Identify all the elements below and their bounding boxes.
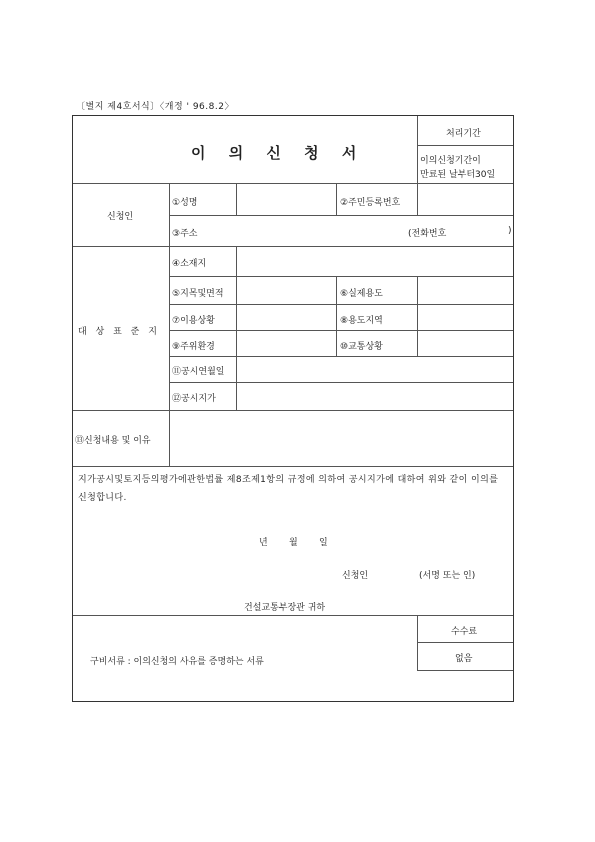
date-year: 년	[259, 538, 268, 548]
zoning-label: ⑧용도지역	[340, 316, 383, 326]
addressee: 건설교통부장관 귀하	[244, 603, 326, 613]
category-area-label: ⑤지목및면적	[172, 289, 224, 299]
objection-label: ⑬신청내용 및 이유	[75, 436, 151, 446]
address-label: ③주소	[172, 229, 198, 239]
applicant-section-label: 신청인	[107, 212, 134, 222]
processing-period-line2: 만료된 날부터30일	[420, 170, 496, 180]
attachments-text: 구비서류 : 이의신청의 사유를 증명하는 서류	[90, 657, 264, 667]
parcel-section-label: 대 상 표 준 지	[78, 327, 160, 337]
notice-date-label: ⑪공시연월일	[172, 367, 225, 377]
fee-value: 없음	[455, 654, 473, 664]
signature-label: 신청인	[342, 571, 369, 581]
date-month: 월	[289, 538, 298, 548]
phone-label: (전화번호	[408, 229, 447, 239]
processing-period-label: 처리기간	[446, 129, 481, 139]
rrn-label: ②주민등록번호	[340, 198, 401, 208]
usage-status-label: ⑦이용상황	[172, 316, 215, 326]
objection-field[interactable]	[174, 416, 508, 460]
processing-period-line1: 이의신청기간이	[420, 156, 481, 166]
objection-form	[72, 115, 514, 702]
location-label: ④소재지	[172, 259, 207, 269]
rrn-field[interactable]	[422, 195, 508, 209]
phone-close-paren: )	[508, 226, 512, 236]
date-day: 일	[319, 538, 328, 548]
surroundings-label: ⑨주위환경	[172, 342, 215, 352]
name-label: ①성명	[172, 198, 198, 208]
signature-note: (서명 또는 인)	[419, 571, 476, 581]
form-title: 이 의 신 청 서	[191, 144, 366, 162]
traffic-label: ⑩교통상황	[340, 342, 383, 352]
name-field[interactable]	[241, 195, 331, 209]
actual-use-label: ⑥실제용도	[340, 289, 383, 299]
notice-price-label: ⑫공시지가	[172, 394, 216, 404]
fee-label: 수수료	[451, 627, 478, 637]
statement-text: 지가공시및토지등의평가에관한법률 제8조제1항의 규정에 의하여 공시지가에 대하여 위와 같이 이의를 신청합니다.	[78, 475, 499, 503]
header-note: 〔별지 제4호서식〕〈개정 ' 96.8.2〉	[76, 102, 234, 112]
